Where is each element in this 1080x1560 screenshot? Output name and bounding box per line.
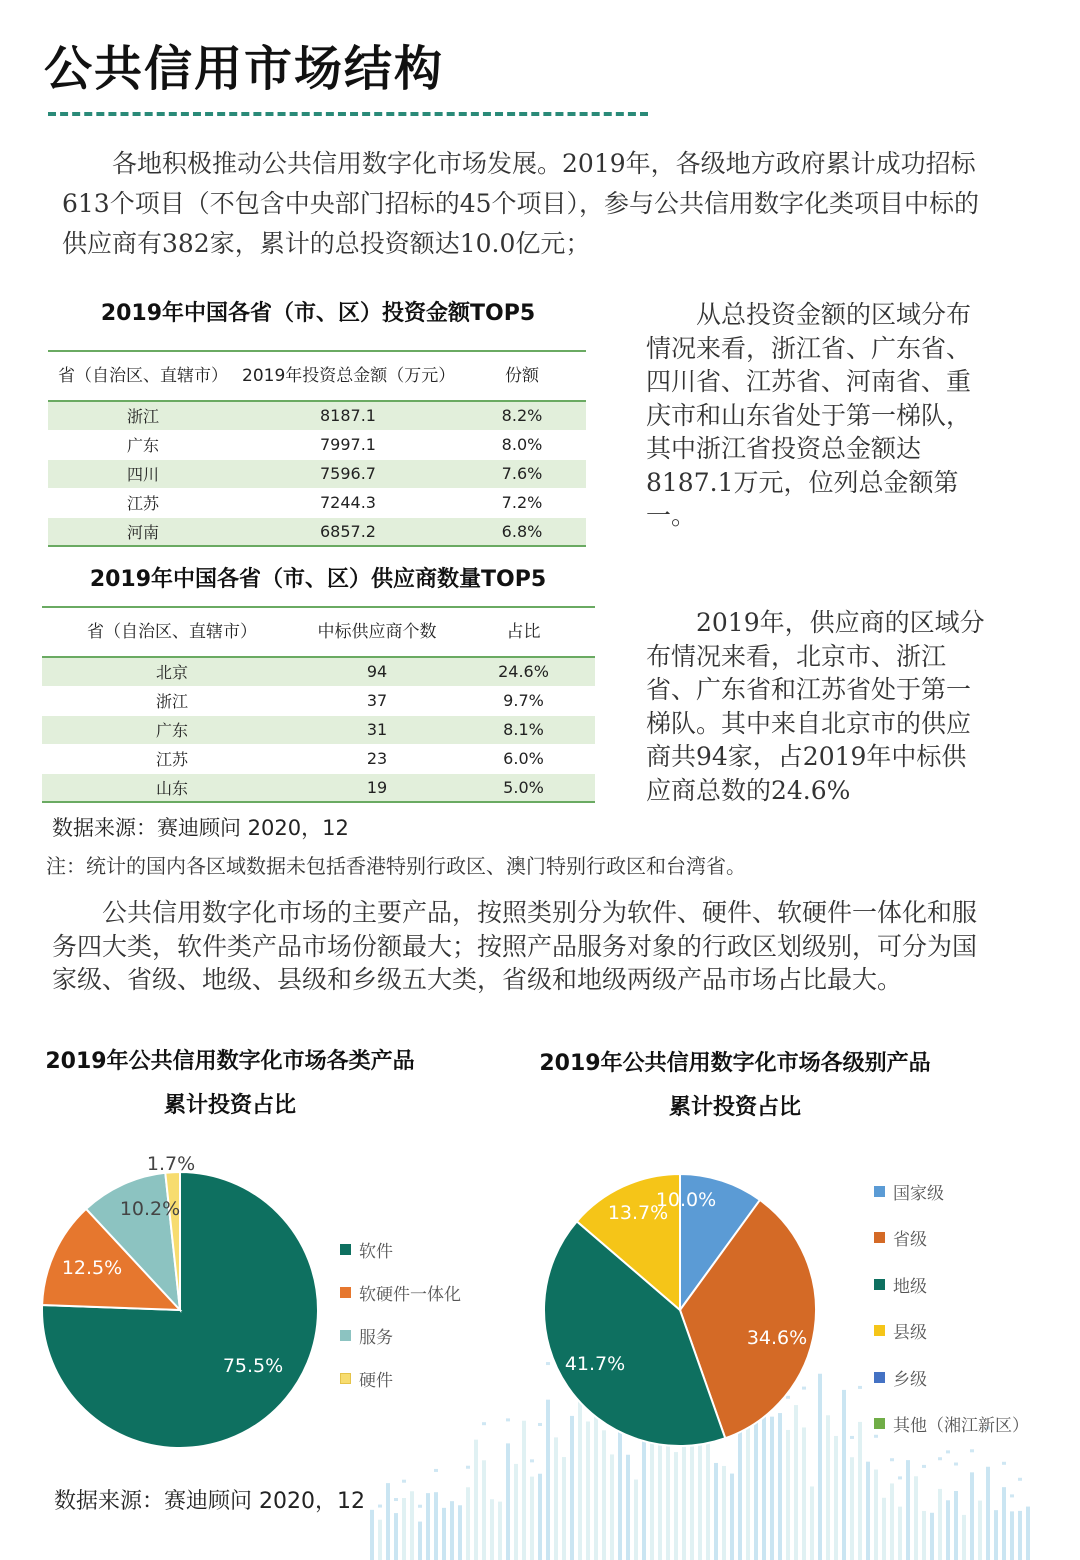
investment-top5-table xyxy=(48,350,586,547)
decorative-bar xyxy=(418,1522,422,1560)
legend-item xyxy=(874,1168,1029,1215)
legend-item xyxy=(874,1261,1029,1308)
table-cell: 江苏 xyxy=(126,494,159,513)
table-cell: 浙江 xyxy=(48,401,238,430)
side-paragraph-investment: 从总投资金额的区域分布情况来看，浙江省、广东省、四川省、江苏省、河南省、重庆市和山东省处于第一梯队，其中浙江省投资总金额达8187.1万元，位列总金额第一。 xyxy=(646,300,972,530)
decorative-bar xyxy=(930,1513,934,1560)
table-header: 份额 xyxy=(505,366,539,386)
decorative-bar xyxy=(434,1492,438,1560)
table-row xyxy=(48,430,586,459)
decorative-bar xyxy=(530,1477,534,1560)
legend-label: 服务 xyxy=(359,1328,393,1348)
table-cell: 6.8% xyxy=(458,517,586,546)
pie-data-label: 10.2% xyxy=(119,1198,181,1220)
pie-data-label: 13.7% xyxy=(607,1202,669,1224)
decorative-bar xyxy=(394,1513,398,1560)
legend-swatch xyxy=(874,1325,885,1336)
decorative-bar xyxy=(906,1460,910,1560)
decorative-bar xyxy=(890,1483,894,1560)
decorative-dot xyxy=(970,1449,974,1452)
legend-label: 软件 xyxy=(359,1242,393,1262)
decorative-bar xyxy=(986,1467,990,1560)
table-row xyxy=(42,744,595,773)
legend-label: 硬件 xyxy=(359,1371,393,1391)
decorative-bar xyxy=(850,1457,854,1560)
decorative-bar xyxy=(378,1520,382,1560)
table-header: 省（自治区、直辖市） xyxy=(87,622,257,642)
legend-swatch xyxy=(340,1330,351,1341)
decorative-bar xyxy=(882,1498,886,1560)
table-header: 中标供应商个数 xyxy=(317,622,437,642)
legend-item xyxy=(340,1314,461,1357)
pie-data-label: 41.7% xyxy=(564,1353,626,1375)
decorative-bar xyxy=(914,1476,918,1560)
decorative-bar xyxy=(714,1463,718,1560)
decorative-bar xyxy=(482,1460,486,1560)
decorative-bar xyxy=(730,1474,734,1560)
decorative-bar xyxy=(810,1486,814,1560)
table-row xyxy=(42,686,595,715)
legend-swatch xyxy=(340,1287,351,1298)
chart2-legend xyxy=(874,1168,1029,1447)
table-row xyxy=(48,488,586,517)
table-header: 占比 xyxy=(506,622,541,642)
decorative-bar xyxy=(538,1474,542,1560)
table-cell: 浙江 xyxy=(155,692,188,711)
decorative-bar xyxy=(874,1470,878,1560)
legend-label: 软硬件一体化 xyxy=(359,1285,461,1305)
decorative-bar xyxy=(458,1505,462,1560)
decorative-bar xyxy=(386,1483,390,1560)
decorative-bar xyxy=(450,1501,454,1560)
legend-swatch xyxy=(874,1232,885,1243)
legend-item xyxy=(874,1401,1029,1448)
decorative-bar xyxy=(514,1464,518,1560)
table-cell: 7997.1 xyxy=(320,435,376,454)
decorative-dot xyxy=(858,1386,862,1389)
decorative-bar xyxy=(1018,1511,1022,1560)
pie-data-label: 1.7% xyxy=(146,1153,196,1175)
decorative-bar xyxy=(634,1480,638,1560)
decorative-bar xyxy=(866,1462,870,1560)
chart1-title xyxy=(20,1040,440,1128)
table-cell: 广东 xyxy=(42,715,302,744)
decorative-bar xyxy=(442,1508,446,1560)
decorative-bar xyxy=(834,1436,838,1560)
legend-swatch xyxy=(874,1418,885,1429)
chart1-title-line2: 累计投资占比 xyxy=(163,1093,296,1118)
table-row xyxy=(48,401,586,430)
decorative-dot xyxy=(1018,1478,1022,1481)
decorative-bar xyxy=(1010,1511,1014,1560)
table2-title: 2019年中国各省（市、区）供应商数量TOP5 xyxy=(89,567,547,592)
legend-label: 县级 xyxy=(893,1323,927,1344)
legend-label: 乡级 xyxy=(893,1369,927,1390)
legend-label: 地级 xyxy=(893,1276,927,1297)
decorative-bar xyxy=(666,1444,670,1560)
table-cell: 19 xyxy=(302,773,452,802)
decorative-bar xyxy=(674,1452,678,1560)
side-paragraph-suppliers: 2019年，供应商的区域分布情况来看，北京市、浙江省、广东省和江苏省处于第一梯队。其中来自北京市的供应商共94家，占2019年中标供应商总数的24.6% xyxy=(646,608,985,805)
decorative-bar xyxy=(946,1500,950,1560)
table-cell: 7.2% xyxy=(501,493,543,512)
table-cell: 江苏 xyxy=(155,750,188,769)
legend-swatch xyxy=(340,1373,351,1384)
decorative-bar xyxy=(994,1510,998,1560)
decorative-dot xyxy=(1010,1494,1014,1497)
decorative-bar xyxy=(954,1491,958,1560)
table-header-row xyxy=(42,607,595,657)
chart1-legend xyxy=(340,1228,461,1400)
legend-item xyxy=(874,1308,1029,1355)
decorative-dot xyxy=(506,1418,510,1421)
data-source: 数据来源：赛迪顾问 2020，12 xyxy=(52,816,349,840)
table-cell: 8.2% xyxy=(458,401,586,430)
chart-data-source: 数据来源：赛迪顾问 2020，12 xyxy=(54,1489,365,1514)
decorative-bar xyxy=(562,1457,566,1560)
legend-swatch xyxy=(340,1244,351,1255)
legend-swatch xyxy=(874,1279,885,1290)
decorative-dot xyxy=(402,1480,406,1483)
table-cell: 6857.2 xyxy=(238,517,458,546)
legend-item xyxy=(874,1215,1029,1262)
decorative-bar xyxy=(962,1515,966,1560)
decorative-dot xyxy=(946,1450,950,1453)
footnote: 注：统计的国内各区域数据未包括香港特别行政区、澳门特别行政区和台湾省。 xyxy=(46,854,746,878)
table1-title: 2019年中国各省（市、区）投资金额TOP5 xyxy=(100,301,536,326)
table-cell: 8187.1 xyxy=(238,401,458,430)
legend-item xyxy=(340,1228,461,1271)
table-cell: 河南 xyxy=(48,517,238,546)
table-header: 2019年投资总金额（万元） xyxy=(242,366,456,386)
decorative-dot xyxy=(898,1476,902,1479)
decorative-bar xyxy=(402,1498,406,1560)
table-cell: 24.6% xyxy=(452,657,595,686)
decorative-bar xyxy=(506,1443,510,1560)
table-row xyxy=(48,459,586,488)
title-divider xyxy=(48,112,648,116)
table-header-row xyxy=(48,351,586,401)
decorative-bar xyxy=(370,1510,374,1560)
table-cell: 7.6% xyxy=(458,459,586,488)
table-cell: 7596.7 xyxy=(238,459,458,488)
chart2-title xyxy=(520,1042,950,1130)
table-cell: 北京 xyxy=(42,657,302,686)
legend-label: 其他（湘江新区） xyxy=(893,1416,1029,1437)
decorative-bar xyxy=(978,1501,982,1560)
decorative-bar xyxy=(842,1390,846,1560)
decorative-bar xyxy=(522,1421,526,1560)
table-cell: 广东 xyxy=(126,436,159,455)
table-cell: 9.7% xyxy=(503,691,544,710)
table-row xyxy=(48,517,586,546)
chart2-title-line2: 累计投资占比 xyxy=(668,1095,801,1120)
chart2-title-line1: 2019年公共信用数字化市场各级别产品 xyxy=(539,1051,931,1076)
table-cell: 8.0% xyxy=(501,435,543,454)
decorative-dot xyxy=(378,1505,382,1508)
table-cell: 94 xyxy=(302,657,452,686)
pie-data-label: 12.5% xyxy=(61,1257,123,1279)
product-level-pie-chart xyxy=(530,1160,830,1460)
pie-data-label: 75.5% xyxy=(222,1355,284,1377)
decorative-dot xyxy=(394,1498,398,1501)
table-cell: 37 xyxy=(366,691,388,710)
decorative-dot xyxy=(954,1463,958,1466)
decorative-bar xyxy=(490,1499,494,1560)
decorative-bar xyxy=(410,1491,414,1560)
decorative-dot xyxy=(850,1436,854,1439)
decorative-bar xyxy=(922,1511,926,1560)
pie-data-label: 10.0% xyxy=(655,1189,717,1211)
decorative-dot xyxy=(466,1466,470,1469)
table-row xyxy=(42,773,595,802)
legend-item xyxy=(874,1354,1029,1401)
legend-label: 国家级 xyxy=(893,1183,944,1204)
decorative-bar xyxy=(466,1487,470,1560)
supplier-top5-table xyxy=(42,606,595,803)
legend-swatch xyxy=(874,1372,885,1383)
table-cell: 31 xyxy=(302,715,452,744)
table-header: 省（自治区、直辖市） xyxy=(58,366,228,386)
legend-swatch xyxy=(874,1186,885,1197)
decorative-bar xyxy=(610,1454,614,1560)
decorative-bar xyxy=(898,1507,902,1560)
legend-item xyxy=(340,1357,461,1400)
decorative-dot xyxy=(434,1469,438,1472)
decorative-dot xyxy=(482,1422,486,1425)
table-row xyxy=(42,657,595,686)
product-type-pie-chart xyxy=(20,1140,320,1460)
table-cell: 6.0% xyxy=(503,749,544,768)
table-cell: 5.0% xyxy=(452,773,595,802)
decorative-bar xyxy=(1002,1487,1006,1560)
table-cell: 8.1% xyxy=(452,715,595,744)
decorative-bar xyxy=(1026,1507,1030,1560)
legend-label: 省级 xyxy=(893,1230,927,1251)
decorative-bar xyxy=(970,1472,974,1560)
table-cell: 23 xyxy=(366,749,388,768)
decorative-bar xyxy=(426,1493,430,1560)
table-row xyxy=(42,715,595,744)
table-cell: 四川 xyxy=(48,459,238,488)
chart1-title-line1: 2019年公共信用数字化市场各类产品 xyxy=(45,1049,415,1074)
pie-data-label: 34.6% xyxy=(746,1327,808,1349)
decorative-bar xyxy=(938,1489,942,1560)
page-title: 公共信用市场结构 xyxy=(44,41,445,97)
decorative-dot xyxy=(938,1457,942,1460)
table-cell: 7244.3 xyxy=(320,493,376,512)
decorative-bar xyxy=(498,1502,502,1560)
decorative-dot xyxy=(890,1458,894,1461)
legend-item xyxy=(340,1271,461,1314)
decorative-bar xyxy=(722,1466,726,1560)
decorative-dot xyxy=(1002,1462,1006,1465)
decorative-bar xyxy=(626,1455,630,1560)
products-paragraph: 公共信用数字化市场的主要产品，按照类别分为软件、硬件、软硬件一体化和服务四大类，软件类产品市场份额最大；按照产品服务对象的行政区划级别，可分为国家级、省级、地级、县级和乡级五大类，省级和地级两级产品市场占比最大。 xyxy=(52,898,978,994)
table-cell: 山东 xyxy=(42,773,302,802)
decorative-dot xyxy=(922,1465,926,1468)
decorative-bar xyxy=(858,1422,862,1560)
decorative-bar xyxy=(474,1440,478,1560)
decorative-dot xyxy=(418,1505,422,1508)
intro-paragraph: 各地积极推动公共信用数字化市场发展。2019年，各级地方政府累计成功招标613个项目（不包含中央部门招标的45个项目），参与公共信用数字化类项目中标的供应商有382家，累计的总投资额达10.0亿元； xyxy=(62,149,980,258)
